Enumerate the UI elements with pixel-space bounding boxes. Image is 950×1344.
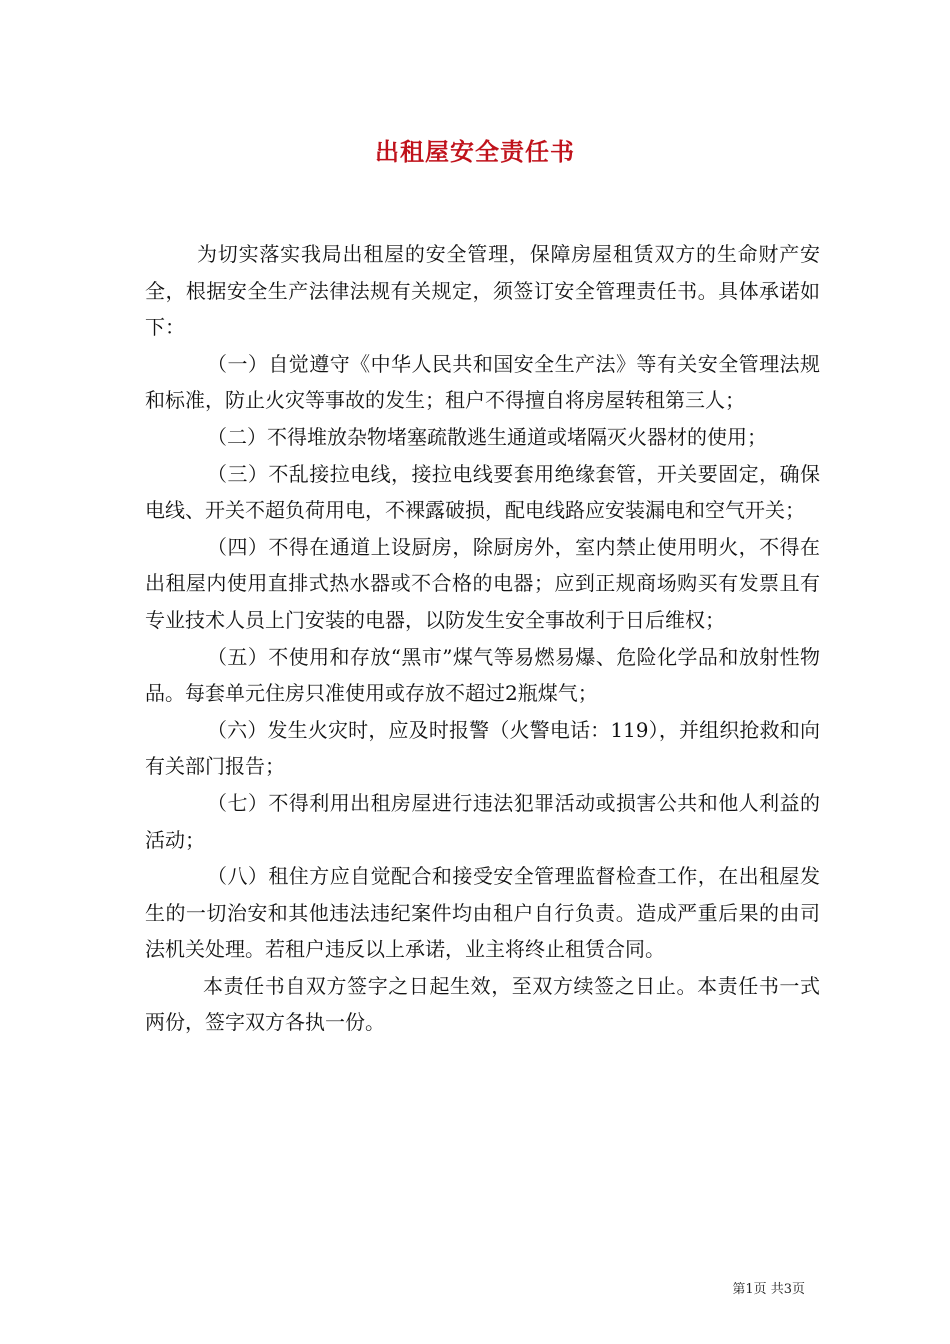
intro-paragraph: 为切实落实我局出租屋的安全管理，保障房屋租赁双方的生命财产安全，根据安全生产法律法规有关规定，须签订安全管理责任书。具体承诺如下： xyxy=(145,242,820,340)
clause-7: （七）不得利用出租房屋进行违法犯罪活动或损害公共和他人利益的活动； xyxy=(145,790,820,852)
clause-4: （四）不得在通道上设厨房，除厨房外，室内禁止使用明火，不得在出租屋内使用直排式热水器或不合格的电器；应到正规商场购买有发票且有专业技术人员上门安装的电器，以防发生安全事故利于日后维权； xyxy=(145,534,820,632)
document-body xyxy=(145,236,820,1041)
clause-8: （八）租住方应自觉配合和接受安全管理监督检查工作，在出租屋发生的一切治安和其他违法违纪案件均由租户自行负责。造成严重后果的由司法机关处理。若租户违反以上承诺，业主将终止租赁合同。 xyxy=(145,864,820,962)
clause-6: （六）发生火灾时，应及时报警（火警电话：119），并组织抢救和向有关部门报告； xyxy=(145,717,820,779)
clause-3: （三）不乱接拉电线，接拉电线要套用绝缘套管，开关要固定，确保电线、开关不超负荷用电，不裸露破损，配电线路应安装漏电和空气开关； xyxy=(145,461,820,523)
clause-5: （五）不使用和存放“黑市”煤气等易燃易爆、危险化学品和放射性物品。每套单元住房只准使用或存放不超过2瓶煤气； xyxy=(145,644,820,706)
clause-1: （一）自觉遵守《中华人民共和国安全生产法》等有关安全管理法规和标准，防止火灾等事故的发生；租户不得擅自将房屋转租第三人； xyxy=(145,351,820,413)
clause-2: （二）不得堆放杂物堵塞疏散逃生通道或堵隔灭火器材的使用； xyxy=(207,424,767,449)
closing-paragraph: 本责任书自双方签字之日起生效，至双方续签之日止。本责任书一式两份，签字双方各执一份。 xyxy=(145,973,820,1035)
page-number: 第1页 共3页 xyxy=(732,1282,805,1297)
document-title: 出租屋安全责任书 xyxy=(375,137,575,166)
